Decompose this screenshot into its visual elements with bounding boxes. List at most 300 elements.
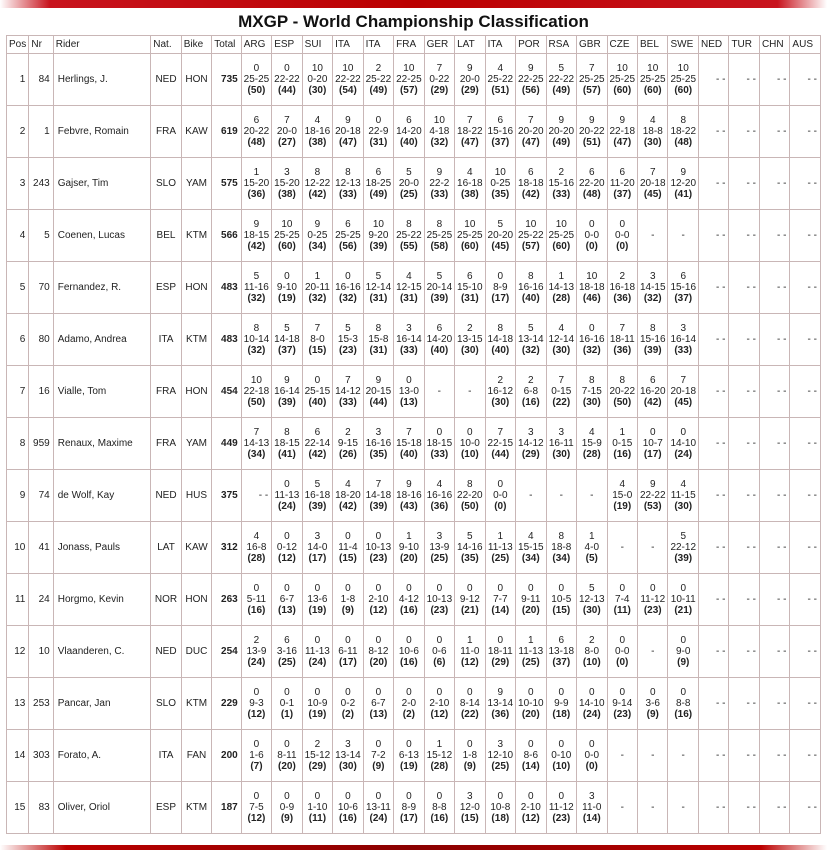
bike-cell: KAW	[181, 106, 211, 158]
moto-points: 12-13	[335, 178, 361, 189]
moto-points: 10-14	[243, 334, 270, 345]
bonus-points: 8	[314, 167, 321, 178]
moto-points: 14-15	[639, 282, 666, 293]
bonus-points: 0	[619, 687, 626, 698]
race-result-cell	[424, 210, 454, 262]
moto-points: 1-10	[307, 802, 328, 813]
race-result-cell	[333, 106, 363, 158]
moto-points: 15-3	[337, 334, 358, 345]
moto-points: 13-14	[335, 750, 361, 761]
gp-total: (40)	[430, 345, 449, 356]
bonus-points: 2	[619, 271, 626, 282]
moto-points: 22-15	[487, 438, 514, 449]
bonus-points: 7	[314, 323, 321, 334]
moto-points: 6-7	[279, 594, 295, 605]
gp-total: (60)	[552, 241, 571, 252]
nation-cell: NED	[151, 470, 181, 522]
moto-points: 22-25	[518, 74, 544, 85]
gp-total: (31)	[369, 293, 388, 304]
moto-points: 16-16	[365, 438, 392, 449]
bonus-points: 0	[588, 219, 595, 230]
moto-points: 18-16	[396, 490, 422, 501]
moto-points: 0-0	[615, 230, 630, 241]
moto-points: 25-25	[243, 74, 270, 85]
gp-total: (13)	[399, 397, 418, 408]
gp-total: (49)	[552, 137, 571, 148]
race-result-cell: -	[668, 782, 698, 834]
race-result-cell	[241, 782, 271, 834]
bonus-points: 7	[497, 427, 504, 438]
number-cell: 10	[29, 626, 53, 678]
bonus-points: 0	[497, 583, 504, 594]
moto-points: 20-20	[518, 126, 544, 137]
moto-points: 8-9	[401, 802, 417, 813]
gp-total: (16)	[339, 813, 357, 824]
total-cell: 619	[212, 106, 241, 158]
gp-total: (56)	[339, 241, 357, 252]
gp-total: (18)	[491, 813, 510, 824]
bonus-points: 0	[375, 115, 382, 126]
bike-cell: KAW	[181, 522, 211, 574]
gp-total: (9)	[677, 657, 690, 668]
bonus-points: 0	[406, 687, 412, 698]
race-result-cell	[394, 54, 424, 106]
gp-total: (42)	[247, 241, 266, 252]
race-result-cell	[302, 158, 332, 210]
moto-points: 14-18	[365, 490, 392, 501]
gp-total: (12)	[247, 709, 266, 720]
nation-cell: SLO	[151, 158, 181, 210]
moto-points: 1-8	[340, 594, 356, 605]
race-result-cell	[516, 782, 546, 834]
race-result-cell: - -	[729, 574, 759, 626]
moto-points: 18-25	[365, 178, 392, 189]
race-result-cell: - -	[729, 470, 759, 522]
gp-total: (15)	[308, 345, 327, 356]
race-result-cell	[455, 626, 485, 678]
race-result-cell: -	[546, 470, 576, 522]
race-result-cell	[241, 366, 271, 418]
moto-points: 8-12	[368, 646, 389, 657]
race-result-cell: - -	[729, 626, 759, 678]
bonus-points: 0	[497, 791, 504, 802]
moto-points: 11-12	[548, 802, 574, 813]
bonus-points: 1	[253, 167, 260, 178]
moto-points: 16-14	[274, 386, 300, 397]
bonus-points: 0	[284, 531, 290, 542]
race-result-cell	[668, 54, 698, 106]
race-result-cell	[394, 314, 424, 366]
moto-points: 14-12	[518, 438, 544, 449]
gp-total: (40)	[399, 137, 418, 148]
race-result-cell	[333, 418, 363, 470]
gp-total: (19)	[308, 605, 327, 616]
gp-total: (20)	[521, 605, 540, 616]
bonus-points: 10	[677, 63, 689, 74]
race-result-cell	[333, 574, 363, 626]
moto-points: 13-18	[548, 646, 575, 657]
race-result-cell	[424, 522, 454, 574]
bonus-points: 7	[588, 63, 595, 74]
moto-points: 2-10	[520, 802, 541, 813]
bonus-points: 4	[345, 479, 351, 490]
race-result-cell	[485, 262, 515, 314]
rider-cell: Adamo, Andrea	[53, 314, 151, 366]
bonus-points: 2	[345, 427, 351, 438]
bonus-points: 5	[558, 63, 565, 74]
moto-points: 16-11	[548, 438, 574, 449]
table-row	[7, 782, 821, 834]
moto-points: 14-13	[548, 282, 575, 293]
bonus-points: 0	[284, 479, 290, 490]
gp-total: (15)	[552, 605, 571, 616]
moto-points: 6-11	[338, 646, 358, 657]
gp-total: (28)	[582, 449, 601, 460]
gp-total: (29)	[491, 657, 510, 668]
bonus-points: 2	[588, 635, 595, 646]
moto-points: 18-22	[670, 126, 697, 137]
gp-total: (28)	[247, 553, 266, 564]
moto-points: 16-12	[487, 386, 514, 397]
number-cell: 24	[29, 574, 53, 626]
moto-points: 22-18	[609, 126, 636, 137]
moto-points: 8-14	[459, 698, 480, 709]
race-result-cell: -	[638, 782, 668, 834]
race-result-cell	[455, 418, 485, 470]
moto-points: 20-14	[426, 282, 453, 293]
race-result-cell	[302, 54, 332, 106]
gp-total: (17)	[399, 813, 418, 824]
gp-total: (24)	[247, 657, 266, 668]
nation-cell: SLO	[151, 678, 181, 730]
moto-points: 0-2	[340, 698, 356, 709]
moto-points: 20-20	[487, 230, 514, 241]
moto-points: 10-6	[337, 802, 358, 813]
race-result-cell: - -	[790, 626, 821, 678]
race-result-cell	[668, 262, 698, 314]
race-result-cell: - -	[759, 106, 789, 158]
moto-points: 25-25	[274, 230, 300, 241]
nation-cell: ESP	[151, 262, 181, 314]
moto-points: 0-20	[307, 74, 328, 85]
gp-total: (9)	[372, 761, 385, 772]
moto-points: 12-20	[670, 178, 697, 189]
moto-points: 3-16	[276, 646, 297, 657]
total-cell: 483	[212, 262, 241, 314]
race-result-cell: - -	[790, 210, 821, 262]
race-result-cell	[394, 782, 424, 834]
gp-total: (30)	[491, 397, 510, 408]
gp-total: (11)	[613, 605, 631, 616]
moto-points: 22-20	[457, 490, 483, 501]
gp-total: (21)	[460, 605, 479, 616]
gp-total: (46)	[582, 293, 601, 304]
bonus-points: 0	[436, 427, 443, 438]
gp-total: (17)	[643, 449, 662, 460]
gp-total: (30)	[460, 345, 479, 356]
race-result-cell	[424, 54, 454, 106]
race-result-cell: - -	[729, 54, 759, 106]
race-result-cell: -	[455, 366, 485, 418]
race-result-cell	[333, 782, 363, 834]
race-result-cell	[638, 54, 668, 106]
total-cell: 449	[212, 418, 241, 470]
gp-total: (42)	[308, 449, 327, 460]
moto-points: 15-18	[396, 438, 422, 449]
moto-points: 25-25	[670, 74, 697, 85]
gp-total: (17)	[308, 553, 327, 564]
gp-total: (19)	[399, 761, 418, 772]
moto-points: 0-12	[276, 542, 297, 553]
moto-points: 25-25	[335, 230, 361, 241]
race-result-cell: - -	[698, 210, 728, 262]
moto-points: 22-22	[274, 74, 300, 85]
gp-total: (56)	[521, 85, 540, 96]
bonus-points: 0	[649, 427, 656, 438]
bonus-points: 2	[528, 375, 534, 386]
gp-total: (60)	[643, 85, 662, 96]
gp-total: (25)	[399, 189, 418, 200]
moto-points: 10-13	[426, 594, 453, 605]
race-result-cell	[546, 210, 576, 262]
gp-total: (35)	[491, 189, 510, 200]
bonus-points: 5	[680, 531, 686, 542]
race-result-cell: - -	[698, 54, 728, 106]
race-result-cell	[363, 678, 393, 730]
moto-points: 0-6	[432, 646, 447, 657]
bonus-points: 0	[375, 687, 382, 698]
bonus-points: 8	[436, 219, 443, 230]
gp-total: (47)	[460, 137, 479, 148]
gp-total: (2)	[402, 709, 415, 720]
moto-points: 14-13	[243, 438, 270, 449]
bonus-points: 0	[588, 323, 595, 334]
race-result-cell	[485, 418, 515, 470]
race-result-cell	[302, 522, 332, 574]
race-result-cell	[394, 106, 424, 158]
moto-points: 16-16	[426, 490, 453, 501]
moto-points: 20-15	[365, 386, 392, 397]
race-result-cell	[668, 626, 698, 678]
bonus-points: 0	[406, 635, 412, 646]
race-result-cell: -	[638, 730, 668, 782]
moto-points: 16-16	[518, 282, 544, 293]
moto-points: 15-12	[304, 750, 331, 761]
gp-total: (37)	[552, 657, 571, 668]
bike-cell: KTM	[181, 678, 211, 730]
bonus-points: 3	[314, 531, 321, 542]
gp-total: (25)	[491, 761, 510, 772]
race-result-cell: - -	[729, 730, 759, 782]
bonus-points: 0	[558, 583, 565, 594]
bonus-points: 9	[375, 375, 382, 386]
pos-cell: 5	[7, 262, 29, 314]
race-result-cell: - -	[729, 210, 759, 262]
number-cell: 84	[29, 54, 53, 106]
race-result-cell	[363, 54, 393, 106]
column-header-aus-24: AUS	[790, 36, 821, 54]
race-result-cell	[516, 106, 546, 158]
moto-points: 8-11	[277, 750, 297, 761]
gp-total: (60)	[460, 241, 479, 252]
bonus-points: 5	[345, 323, 351, 334]
column-header-ita-14: ITA	[485, 36, 515, 54]
bonus-points: 0	[375, 791, 382, 802]
bonus-points: 0	[558, 687, 565, 698]
moto-points: 11-20	[609, 178, 635, 189]
bonus-points: 8	[528, 271, 534, 282]
total-cell: 454	[212, 366, 241, 418]
moto-points: 7-2	[371, 750, 386, 761]
moto-points: 15-10	[457, 282, 483, 293]
bonus-points: 0	[619, 635, 626, 646]
moto-points: 15-8	[368, 334, 389, 345]
race-result-cell: -	[668, 730, 698, 782]
gp-total: (24)	[278, 501, 296, 512]
moto-points: 12-13	[578, 594, 605, 605]
race-result-cell	[394, 366, 424, 418]
bonus-points: 6	[467, 271, 473, 282]
column-header-bike-4: Bike	[181, 36, 211, 54]
race-result-cell	[455, 314, 485, 366]
page-title: MXGP - World Championship Classification	[238, 12, 589, 31]
race-result-cell	[394, 730, 424, 782]
race-result-cell	[455, 574, 485, 626]
rider-cell: Horgmo, Kevin	[53, 574, 151, 626]
nation-cell: BEL	[151, 210, 181, 262]
gp-total: (30)	[552, 449, 571, 460]
race-result-cell	[638, 314, 668, 366]
bonus-points: 5	[406, 167, 412, 178]
race-result-cell	[333, 678, 363, 730]
race-result-cell	[363, 626, 393, 678]
bonus-points: 4	[253, 531, 260, 542]
bonus-points: 3	[345, 739, 351, 750]
moto-points: 13-14	[518, 334, 544, 345]
bonus-points: 2	[253, 635, 260, 646]
race-result-cell	[424, 314, 454, 366]
bonus-points: 8	[375, 323, 382, 334]
bonus-points: 0	[253, 739, 260, 750]
race-result-cell	[607, 574, 637, 626]
moto-points: 12-0	[459, 802, 480, 813]
moto-points: 9-11	[521, 594, 541, 605]
column-header-pos-0: Pos	[7, 36, 29, 54]
race-result-cell: - -	[759, 314, 789, 366]
race-result-cell	[241, 158, 271, 210]
gp-total: (12)	[521, 813, 540, 824]
race-result-cell	[607, 158, 637, 210]
race-result-cell	[485, 314, 515, 366]
gp-total: (36)	[247, 189, 266, 200]
gp-total: (33)	[399, 345, 418, 356]
bonus-points: 10	[555, 219, 567, 230]
moto-points: 16-14	[670, 334, 697, 345]
race-result-cell: - -	[790, 418, 821, 470]
bonus-points: 7	[467, 115, 473, 126]
race-result-cell: - -	[790, 366, 821, 418]
race-result-cell	[577, 730, 607, 782]
number-cell: 74	[29, 470, 53, 522]
gp-total: (42)	[308, 189, 327, 200]
moto-points: 20-0	[459, 74, 480, 85]
moto-points: 18-15	[426, 438, 453, 449]
bonus-points: 3	[436, 531, 443, 542]
race-result-cell	[546, 54, 576, 106]
gp-total: (34)	[552, 553, 571, 564]
bonus-points: 1	[406, 531, 412, 542]
bike-cell: KTM	[181, 210, 211, 262]
gp-total: (20)	[521, 709, 540, 720]
race-result-cell: - -	[790, 470, 821, 522]
moto-points: 14-12	[335, 386, 361, 397]
race-result-cell	[668, 314, 698, 366]
column-header-ger-12: GER	[424, 36, 454, 54]
bonus-points: 4	[436, 479, 443, 490]
bonus-points: 6	[345, 219, 351, 230]
moto-points: 10-13	[365, 542, 392, 553]
race-result-cell: - -	[729, 418, 759, 470]
race-result-cell	[241, 522, 271, 574]
total-cell: 312	[212, 522, 241, 574]
gp-total: (42)	[339, 501, 357, 512]
bike-cell: HON	[181, 262, 211, 314]
moto-points: 13-11	[365, 802, 391, 813]
bonus-points: 6	[528, 167, 534, 178]
bonus-points: 7	[680, 375, 686, 386]
bonus-points: 0	[253, 583, 260, 594]
column-header-cze-18: CZE	[607, 36, 637, 54]
column-header-total-5: Total	[212, 36, 241, 54]
pos-cell: 14	[7, 730, 29, 782]
moto-points: 0-25	[490, 178, 511, 189]
moto-points: 0-25	[307, 230, 328, 241]
moto-points: 8-8	[432, 802, 447, 813]
gp-total: (30)	[308, 85, 327, 96]
bonus-points: 0	[284, 583, 290, 594]
gp-total: (45)	[674, 397, 693, 408]
column-header-bel-19: BEL	[638, 36, 668, 54]
gp-total: (29)	[460, 85, 479, 96]
bonus-points: 8	[406, 219, 412, 230]
gp-total: (23)	[643, 605, 662, 616]
race-result-cell: -	[668, 210, 698, 262]
gp-total: (25)	[278, 657, 296, 668]
moto-points: 25-25	[578, 74, 605, 85]
gp-total: (25)	[521, 657, 540, 668]
race-result-cell	[424, 782, 454, 834]
gp-total: (43)	[399, 501, 418, 512]
race-result-cell: - -	[759, 730, 789, 782]
moto-points: 20-0	[398, 178, 419, 189]
bonus-points: 0	[558, 739, 565, 750]
pos-cell: 8	[7, 418, 29, 470]
race-result-cell	[424, 262, 454, 314]
bonus-points: 3	[375, 427, 382, 438]
column-header-rsa-16: RSA	[546, 36, 576, 54]
gp-total: (30)	[339, 761, 357, 772]
moto-points: 20-0	[276, 126, 297, 137]
gp-total: (26)	[339, 449, 357, 460]
bonus-points: 0	[680, 635, 686, 646]
bonus-points: 9	[528, 63, 534, 74]
race-result-cell	[272, 366, 302, 418]
race-result-cell	[516, 418, 546, 470]
race-result-cell	[516, 730, 546, 782]
gp-total: (30)	[582, 605, 601, 616]
bonus-points: 7	[436, 63, 443, 74]
bonus-points: 8	[558, 531, 565, 542]
